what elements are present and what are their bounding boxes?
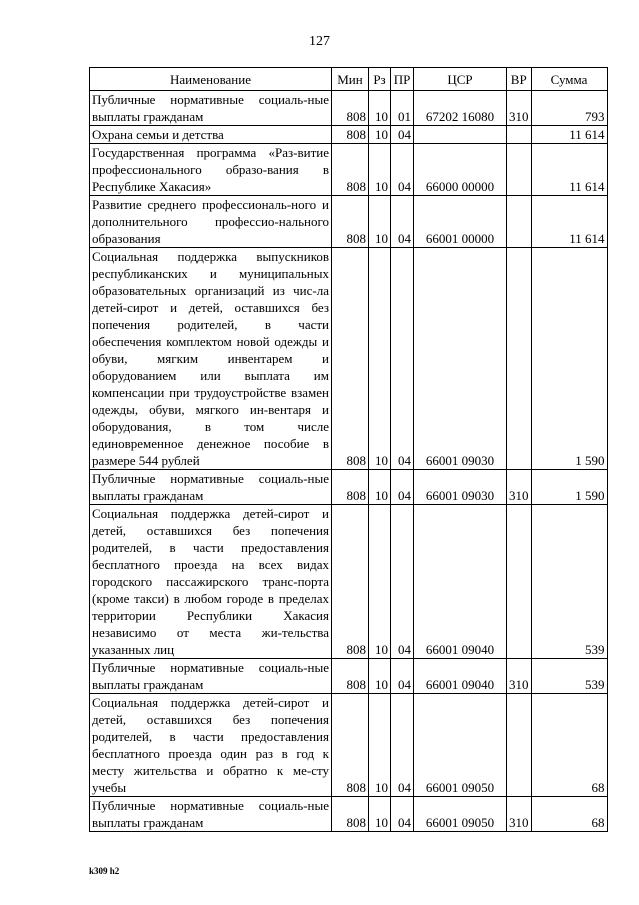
table-row	[90, 144, 608, 196]
row-pr: 01	[391, 91, 414, 126]
row-csr: 67202 16080	[414, 91, 507, 126]
table-row	[90, 91, 608, 126]
table-row	[90, 248, 608, 470]
row-vr	[507, 144, 532, 196]
row-name: Охрана семьи и детства	[90, 126, 332, 144]
table-row	[90, 659, 608, 694]
row-csr: 66001 00000	[414, 196, 507, 248]
row-pr: 04	[391, 248, 414, 470]
row-pr: 04	[391, 470, 414, 505]
row-rz: 10	[369, 248, 391, 470]
row-rz: 10	[369, 126, 391, 144]
header-min: Мин	[332, 68, 369, 91]
row-rz: 10	[369, 196, 391, 248]
row-min: 808	[332, 91, 369, 126]
page-number: 127	[309, 34, 330, 49]
row-sum: 68	[531, 694, 607, 797]
row-pr: 04	[391, 126, 414, 144]
header-name: Наименование	[90, 68, 332, 91]
header-vr: ВР	[507, 68, 532, 91]
table-row	[90, 505, 608, 659]
table-row	[90, 196, 608, 248]
row-sum: 539	[531, 659, 607, 694]
row-csr: 66001 09050	[414, 797, 507, 832]
row-rz: 10	[369, 144, 391, 196]
table-row	[90, 797, 608, 832]
header-csr: ЦСР	[414, 68, 507, 91]
row-vr	[507, 505, 532, 659]
row-min: 808	[332, 144, 369, 196]
row-name: Публичные нормативные социаль-ные выплаты гражданам	[90, 470, 332, 505]
row-csr: 66000 00000	[414, 144, 507, 196]
budget-table	[89, 67, 608, 832]
row-sum: 11 614	[531, 144, 607, 196]
row-min: 808	[332, 505, 369, 659]
row-csr: 66001 09030	[414, 470, 507, 505]
row-vr: 310	[507, 797, 532, 832]
row-sum: 68	[531, 797, 607, 832]
header-sum: Сумма	[531, 68, 607, 91]
row-csr	[414, 126, 507, 144]
row-pr: 04	[391, 694, 414, 797]
table-row	[90, 126, 608, 144]
row-name: Публичные нормативные социаль-ные выплаты гражданам	[90, 91, 332, 126]
row-csr: 66001 09030	[414, 248, 507, 470]
row-min: 808	[332, 470, 369, 505]
row-pr: 04	[391, 659, 414, 694]
row-sum: 1 590	[531, 248, 607, 470]
row-sum: 1 590	[531, 470, 607, 505]
row-pr: 04	[391, 797, 414, 832]
row-name: Публичные нормативные социаль-ные выплаты гражданам	[90, 659, 332, 694]
row-vr	[507, 126, 532, 144]
row-name: Социальная поддержка детей-сирот и детей, оставшихся без попечения родителей, в части предоставления бесплатного проезда один раз в год к месту жительства и обратно к ме-сту учебы	[90, 694, 332, 797]
row-sum: 11 614	[531, 196, 607, 248]
row-rz: 10	[369, 91, 391, 126]
row-vr	[507, 694, 532, 797]
row-vr: 310	[507, 91, 532, 126]
row-min: 808	[332, 126, 369, 144]
row-min: 808	[332, 659, 369, 694]
row-name: Государственная программа «Раз-витие профессионального образо-вания в Республике Хакасия»	[90, 144, 332, 196]
row-rz: 10	[369, 797, 391, 832]
table-row	[90, 470, 608, 505]
row-sum: 793	[531, 91, 607, 126]
row-name: Социальная поддержка выпускников республиканских и муниципальных образовательных организаций из чис-ла детей-сирот и детей, оставшихся без попечения родителей, в части обеспечения комплектом новой одежды и обуви, мягким инвентарем и оборудованием или выплата им компенсации при трудоустройстве взамен одежды, обуви, мягкого ин-вентаря и оборудования, в том числе единовременное денежное пособие в размере 544 рублей	[90, 248, 332, 470]
table-row	[90, 694, 608, 797]
row-name: Публичные нормативные социаль-ные выплаты гражданам	[90, 797, 332, 832]
row-vr: 310	[507, 659, 532, 694]
row-pr: 04	[391, 505, 414, 659]
row-csr: 66001 09040	[414, 505, 507, 659]
row-rz: 10	[369, 659, 391, 694]
row-vr: 310	[507, 470, 532, 505]
row-rz: 10	[369, 470, 391, 505]
row-name: Развитие среднего профессиональ-ного и дополнительного профессио-нального образования	[90, 196, 332, 248]
row-vr	[507, 248, 532, 470]
row-csr: 66001 09040	[414, 659, 507, 694]
row-rz: 10	[369, 505, 391, 659]
row-pr: 04	[391, 196, 414, 248]
row-csr: 66001 09050	[414, 694, 507, 797]
row-min: 808	[332, 196, 369, 248]
row-min: 808	[332, 694, 369, 797]
row-name: Социальная поддержка детей-сирот и детей, оставшихся без попечения родителей, в части предоставления бесплатного проезда на всех видах городского пассажирского транс-порта (кроме такси) в любом городе в пределах территории Республики Хакасия независимо от места жи-тельства указанных лиц	[90, 505, 332, 659]
row-pr: 04	[391, 144, 414, 196]
row-sum: 539	[531, 505, 607, 659]
row-vr	[507, 196, 532, 248]
header-pr: ПР	[391, 68, 414, 91]
row-sum: 11 614	[531, 126, 607, 144]
header-rz: Рз	[369, 68, 391, 91]
row-min: 808	[332, 248, 369, 470]
row-rz: 10	[369, 694, 391, 797]
footer-code: k309 h2	[89, 866, 120, 876]
row-min: 808	[332, 797, 369, 832]
table-header-row	[90, 68, 608, 91]
